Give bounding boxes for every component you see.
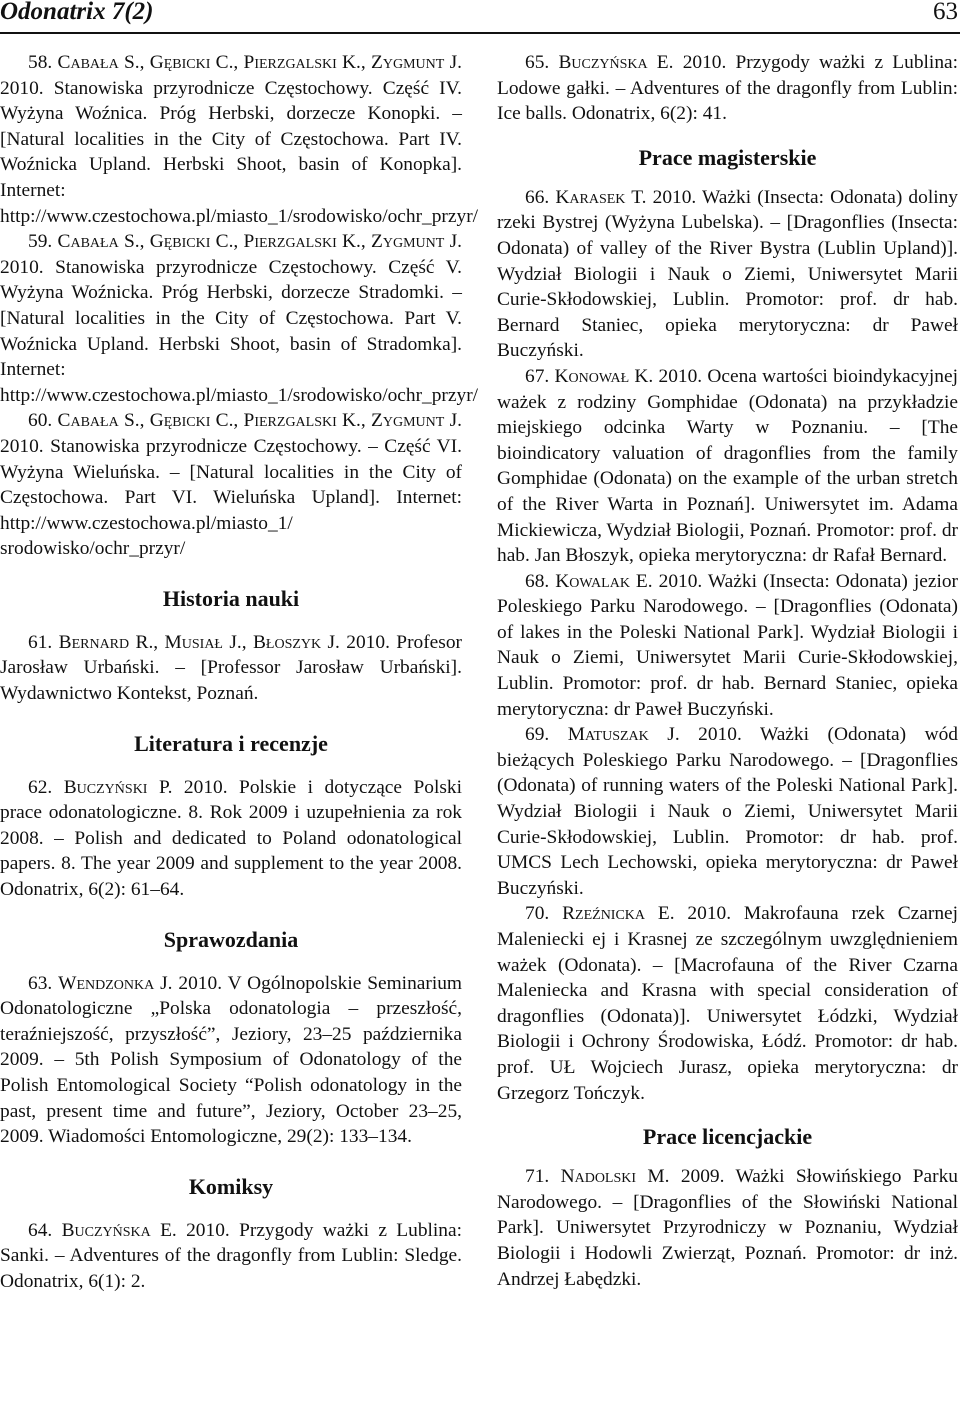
entry-text: 2010. V Ogólnopolskie Seminarium Odonatologiczne „Polska odonatologia – przeszłość, teraźniejszość, przyszłość”, Jeziory, 23–25 października 2009. – 5th Polish Symposium of Odonatology of the Polish Entomological Society “Polish odonatology in the past, present time and future”, Jeziory, October 23–25, 2009. Wiadomości Entomologiczne, 29(2): 133–134.: [0, 972, 462, 1148]
entry-authors: Kowalak E.: [555, 570, 653, 592]
entry-number: 67.: [525, 365, 550, 387]
entry-text: 2010. Przygody ważki z Lublina: Lodowe gałki. – Adventures of the dragonfly from Lublin: Ice balls. Odonatrix, 6(2): 41.: [497, 52, 959, 125]
entry-authors: Bernard R., Musiał J., Błoszyk J.: [58, 631, 340, 653]
entry-text: 2009. Ważki Słowińskiego Parku Narodowego. – [Dragonflies of the Słowiński National Park]. Uniwersytet Przyrodniczy w Poznaniu, Wydział Biologii i Hodowli Zwierząt, Poznań. Promotor: dr inż. Andrzej Łabędzki.: [497, 1166, 958, 1290]
header-rule: [0, 32, 960, 34]
bib-entry: [0, 229, 479, 408]
entry-number: 64.: [28, 1219, 53, 1241]
entry-authors: Matuszak J.: [567, 724, 680, 746]
entry-text: 2010. Ważki (Insecta: Odonata) jezior Poleskiego Parku Narodowego. – [Dragonflies (Odonata) of lakes in the Poleski National Park]. Wydział Biologii i Nauk o Ziemi, Uniwersytet Marii Curie-Skłodowskiej, Lublin. Promotor: prof. dr hab. Bernard Staniec, opieka merytoryczna: dr Paweł Buczyński.: [497, 570, 958, 720]
entry-text: 2010. Ważki (Insecta: Odonata) doliny rzeki Bystrej (Wyżyna Lubelska). – [Dragonflies (Insecta: Odonata) of valley of the River Bystra (Lublin Upland)]. Wydział Biologii i Nauk o Ziemi, Uniwersytet Marii Curie-Skłodowskiej, Lublin. Promotor: prof. dr hab. Bernard Staniec, opieka merytoryczna: dr Paweł Buczyński.: [497, 186, 958, 362]
bib-entry: [497, 722, 958, 901]
page-number: 63: [933, 0, 958, 25]
bib-entry: [497, 1164, 958, 1292]
entry-authors: Buczyńska E.: [61, 1219, 177, 1241]
bib-entry: [0, 775, 462, 903]
bib-entry: [0, 408, 462, 562]
entry-authors: Cabała S., Gębicki C., Pierzgalski K., Zygmunt J.: [57, 410, 462, 432]
entry-number: 65.: [525, 52, 550, 73]
entry-number: 66.: [525, 186, 550, 208]
entry-text: 2010. Profesor Jarosław Urbański. – [Professor Jarosław Urbański]. Wydawnictwo Kontekst, Poznań.: [0, 631, 462, 705]
entry-number: 61.: [28, 631, 53, 653]
right-column: [497, 50, 958, 1292]
section-heading-komiksy: Komiksy: [188, 1173, 274, 1199]
bib-entry: [0, 971, 462, 1150]
entry-text: 2010. Przygody ważki z Lublina: Sanki. – Adventures of the dragonfly from Lublin: Sledge. Odonatrix, 6(1): 2.: [0, 1219, 462, 1292]
bib-entry: [497, 185, 958, 364]
bib-entry: [497, 901, 958, 1106]
entry-authors: Buczyńska E.: [558, 52, 674, 73]
entry-text: 2010. Makrofauna rzek Czarnej Maleniecki ej i Krasnej ze szczególnym uwzględnieniem ważek (Odonata). – [Macrofauna of the River Czarna Maleniecka and Krasna with special consideration of dragonflies (Odonata)]. Uniwersytet Łódzki, Wydział Biologii i Ochrony Środowiska, Łódź. Promotor: dr hab. prof. UŁ Wojciech Jurasz, opieka merytoryczna: dr Grzegorz Tończyk.: [497, 903, 959, 1104]
entry-number: 68.: [525, 570, 550, 592]
entry-authors: Rzeźnicka E.: [562, 903, 675, 925]
section-heading-sprawozdania: Sprawozdania: [163, 926, 299, 952]
entry-text: 2010. Ocena wartości bioindykacyjnej ważek z rodziny Gomphidae (Odonata) na przykładzie miejskiego odcinka Warty w Poznaniu. – [The bioindicatory valuation of dragonflies from the family Gomphidae (Odonata) on the example of the urban stretch of the River Warta in Poznań]. Uniwersytet im. Adama Mickiewicza, Wydział Biologii, Poznań. Promotor: prof. dr hab. Jan Błoszyk, opieka merytoryczna: dr Rafał Bernard.: [497, 365, 958, 567]
entry-number: 58.: [28, 52, 53, 73]
entry-authors: Cabała S., Gębicki C., Pierzgalski K., Zygmunt J.: [57, 231, 462, 253]
entry-text: 2010. Stanowiska przyrodnicze Częstochowy. – Część VI. Wyżyna Wieluńska. – [Natural localities in the City of Częstochowa. Part VI. Wieluńska Upland]. Internet: http://www.czestochowa.pl/miasto_1/ srodowisko/ochr_przyr/: [0, 435, 462, 560]
bib-entry: [497, 569, 958, 723]
section-heading-licencjackie: Prace licencjackie: [642, 1124, 813, 1150]
entry-text: 2010. Stanowiska przyrodnicze Częstochowy. Część V. Wyżyna Woźnicka. Próg Herbski, dorzecze Stradomki. – [Natural localities in the City of Częstochowa. Part V. Woźnicka Upland. Herbski Shoot, basin of Stradomka]. Internet: http://www.czestochowa.pl/miasto_1/srodowisko/ochr_przyr/: [0, 256, 479, 406]
section-heading-literatura: Literatura i recenzje: [134, 730, 328, 756]
entry-number: 60.: [28, 410, 53, 432]
journal-title: Odonatrix 7(2): [0, 0, 154, 25]
entry-number: 69.: [525, 724, 550, 746]
bib-entry: [0, 50, 479, 229]
entry-number: 59.: [28, 231, 53, 253]
entry-number: 71.: [525, 1166, 550, 1188]
entry-authors: Karasek T.: [555, 186, 647, 208]
entry-authors: Cabała S., Gębicki C., Pierzgalski K., Zygmunt J.: [57, 52, 462, 73]
bib-entry: [497, 50, 958, 127]
entry-number: 70.: [525, 903, 550, 925]
entry-authors: Wendzonka J.: [58, 972, 173, 994]
entry-number: 62.: [28, 776, 53, 798]
page-header: [0, 0, 960, 34]
entry-authors: Buczyński P.: [63, 776, 173, 798]
left-column: [0, 50, 479, 1295]
section-heading-historia: Historia nauki: [162, 585, 300, 611]
section-heading-magisterskie: Prace magisterskie: [638, 144, 817, 170]
bib-entry: [0, 1218, 462, 1295]
bib-entry: [497, 364, 958, 569]
entry-text: 2010. Stanowiska przyrodnicze Częstochowy. Część IV. Wyżyna Woźnica. Próg Herbski, dorzecze Konopki. – [Natural localities in the City of Częstochowa. Part IV. Woźnicka Upland. Herbski Shoot, basin of Konopka]. Internet: http://www.czestochowa.pl/miasto_1/srodowisko/ochr_przyr/: [0, 77, 479, 227]
bib-entry: [0, 630, 462, 707]
entry-number: 63.: [28, 972, 53, 994]
entry-authors: Nadolski M.: [560, 1166, 670, 1188]
entry-authors: Konował K.: [554, 365, 654, 387]
entry-text: 2010. Polskie i dotyczące Polski prace odonatologiczne. 8. Rok 2009 i uzupełnienia za rok 2008. – Polish and dedicated to Poland odonatological papers. 8. The year 2009 and supplement to the year 2008. Odonatrix, 6(2): 61–64.: [0, 776, 462, 901]
entry-text: 2010. Ważki (Odonata) wód bieżących Poleskiego Parku Narodowego. – [Dragonflies (Odonata) of running waters of the Poleski National Park]. Wydział Biologii i Nauk o Ziemi, Uniwersytet Marii Curie-Skłodowskiej, Lublin. Promotor: dr hab. prof. UMCS Lech Lechowski, opieka merytoryczna: dr Paweł Buczyński.: [497, 724, 958, 899]
